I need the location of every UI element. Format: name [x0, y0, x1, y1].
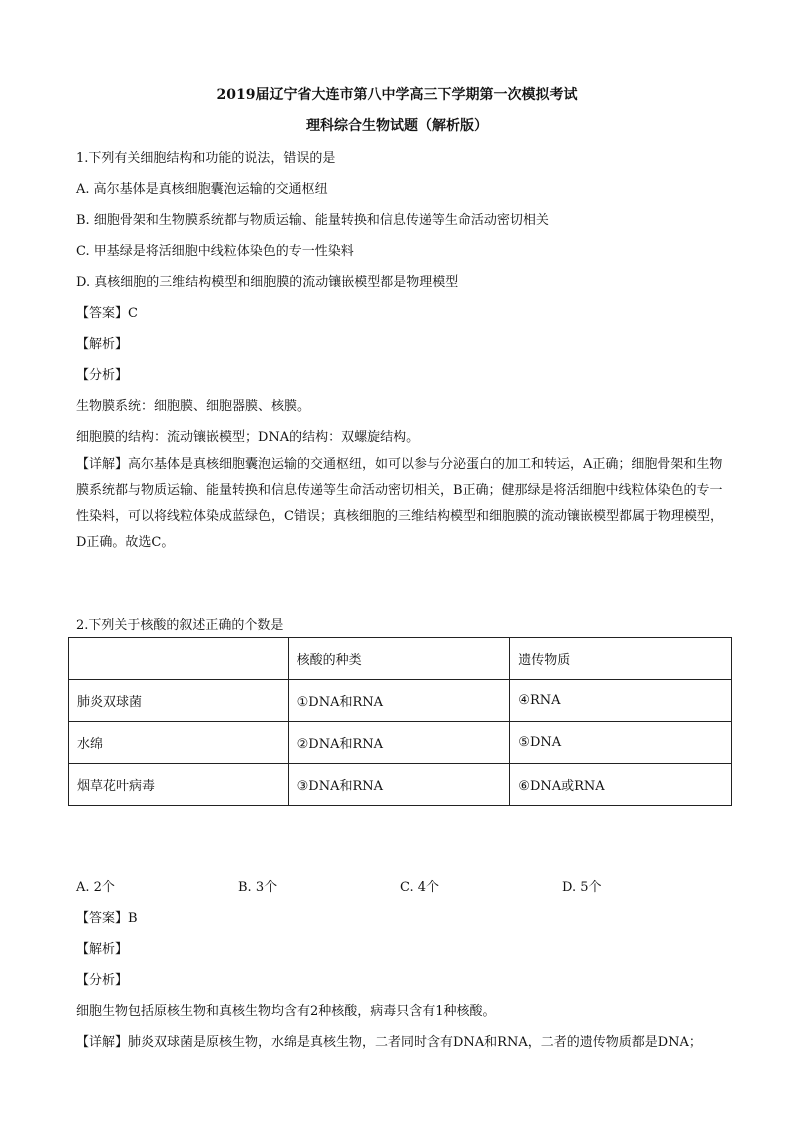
document-title: 2019届辽宁省大连市第八中学高三下学期第一次模拟考试: [216, 87, 578, 103]
table-row: [69, 764, 732, 806]
question-1-analysis-label: 【解析】: [76, 337, 129, 352]
question-2-option-d: D. 5个: [562, 880, 602, 895]
nucleic-acid-table: [68, 637, 732, 806]
table-cell: ④RNA: [510, 680, 732, 722]
table-header-cell: [69, 638, 289, 680]
question-2-analysis-label: 【解析】: [76, 942, 129, 957]
question-1-fenxi-line: 细胞膜的结构：流动镶嵌模型；DNA的结构：双螺旋结构。: [76, 430, 420, 445]
question-2-fenxi-label: 【分析】: [76, 973, 129, 988]
question-2-option-c: C. 4个: [400, 880, 440, 895]
question-2-detail: 【详解】肺炎双球菌是原核生物，水绵是真核生物，二者同时含有DNA和RNA，二者的遗传物质都是DNA；: [76, 1035, 702, 1050]
table-cell: ③DNA和RNA: [288, 764, 510, 806]
table-header-cell: 遗传物质: [510, 638, 732, 680]
table-row: [69, 680, 732, 722]
table-cell: ①DNA和RNA: [288, 680, 510, 722]
table-cell: ⑤DNA: [510, 722, 732, 764]
table-cell: 水绵: [69, 722, 289, 764]
question-1-detail: 【详解】高尔基体是真核细胞囊泡运输的交通枢纽，如可以参与分泌蛋白的加工和转运，A正确；细胞骨架和生物膜系统都与物质运输、能量转换和信息传递等生命活动密切相关，B正确；健那绿是将活细胞中线粒体染色的专一性染料，可以将线粒体染成蓝绿色，C错误；真核细胞的三维结构模型和细胞膜的流动镶嵌模型都属于物理模型，D正确。故选C。: [76, 457, 723, 550]
question-1-option-b: B. 细胞骨架和生物膜系统都与物质运输、能量转换和信息传递等生命活动密切相关: [76, 213, 549, 228]
question-1-fenxi-label: 【分析】: [76, 368, 129, 383]
table-header-row: [69, 638, 732, 680]
table-cell: 烟草花叶病毒: [69, 764, 289, 806]
table-cell: 肺炎双球菌: [69, 680, 289, 722]
question-2-option-b: B. 3个: [238, 880, 278, 895]
question-2-option-a: A. 2个: [76, 880, 115, 895]
question-1-answer: 【答案】C: [76, 306, 138, 321]
table-cell: ⑥DNA或RNA: [510, 764, 732, 806]
table-cell: ②DNA和RNA: [288, 722, 510, 764]
question-2-fenxi-line: 细胞生物包括原核生物和真核生物均含有2种核酸，病毒只含有1种核酸。: [76, 1004, 496, 1019]
question-1-option-c: C. 甲基绿是将活细胞中线粒体染色的专一性染料: [76, 244, 354, 259]
table-row: [69, 722, 732, 764]
question-2-answer: 【答案】B: [76, 911, 138, 926]
question-2-stem: 2.下列关于核酸的叙述正确的个数是: [76, 618, 284, 633]
document-subtitle: 理科综合生物试题（解析版）: [306, 118, 488, 134]
question-1-fenxi-line: 生物膜系统：细胞膜、细胞器膜、核膜。: [76, 399, 311, 414]
question-1-option-a: A. 高尔基体是真核细胞囊泡运输的交通枢纽: [76, 182, 328, 197]
table-header-cell: 核酸的种类: [288, 638, 510, 680]
question-1-option-d: D. 真核细胞的三维结构模型和细胞膜的流动镶嵌模型都是物理模型: [76, 275, 459, 290]
question-1-stem: 1.下列有关细胞结构和功能的说法，错误的是: [76, 151, 336, 166]
